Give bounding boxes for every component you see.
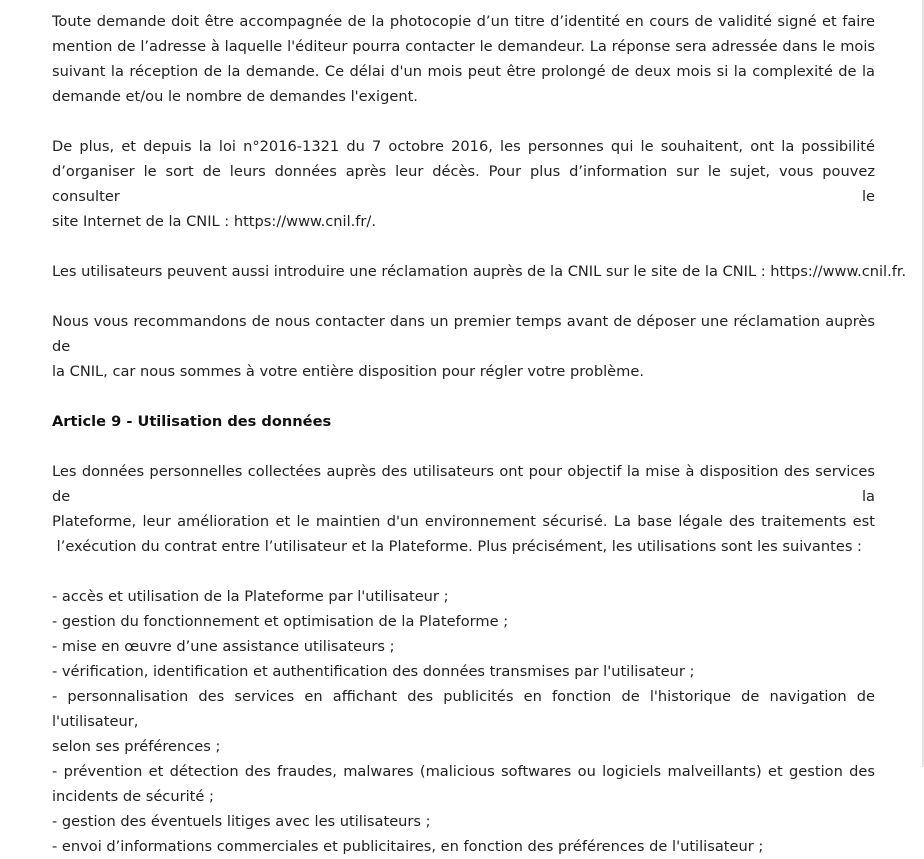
- paragraph-contact-first: [52, 309, 875, 384]
- list-item-line: - gestion des éventuels litiges avec les utilisateurs ;: [52, 813, 431, 830]
- list-item: [52, 659, 875, 684]
- list-item-line: - mise en œuvre d’une assistance utilisateurs ;: [52, 638, 395, 655]
- paragraph-line: l’exécution du contrat entre l’utilisateur et la Plateforme. Plus précisément, les utilisations sont les suivantes :: [52, 538, 862, 555]
- paragraph-line: d’organiser le sort de leurs données après leur décès. Pour plus d’information sur le sujet, vous pouvez consulter le: [52, 163, 875, 205]
- list-item: [52, 684, 875, 759]
- paragraph-post-mortem-data: [52, 134, 875, 234]
- paragraph-line: suivant la réception de la demande. Ce délai d'un mois peut être prolongé de deux mois si la complexité de la: [52, 63, 875, 80]
- list-item-line: - prévention et détection des fraudes, malwares (malicious softwares ou logiciels malveillants) et gestion des: [52, 763, 875, 780]
- list-item-line: - personnalisation des services en affichant des publicités en fonction de l'historique de navigation de l'utilisateur,: [52, 688, 875, 730]
- paragraph-line: Plateforme, leur amélioration et le maintien d'un environnement sécurisé. La base légale des traitements est: [52, 513, 875, 530]
- paragraph-data-usage-intro: [52, 459, 875, 559]
- list-item-line: - vérification, identification et authentification des données transmises par l'utilisateur ;: [52, 663, 695, 680]
- paragraph-line: site Internet de la CNIL : https://www.cnil.fr/.: [52, 213, 376, 230]
- list-item-line: - envoi d’informations commerciales et publicitaires, en fonction des préférences de l'utilisateur ;: [52, 838, 764, 855]
- paragraph-line: mention de l’adresse à laquelle l'éditeur pourra contacter le demandeur. La réponse sera adressée dans le mois: [52, 38, 875, 55]
- paragraph-line: Toute demande doit être accompagnée de la photocopie d’un titre d’identité en cours de validité signé et faire: [52, 13, 875, 30]
- paragraph-line: Les données personnelles collectées auprès des utilisateurs ont pour objectif la mise à disposition des services de la: [52, 463, 875, 505]
- paragraph-line: la CNIL, car nous sommes à votre entière disposition pour régler votre problème.: [52, 363, 644, 380]
- list-item-line: - accès et utilisation de la Plateforme par l'utilisateur ;: [52, 588, 449, 605]
- paragraph-cnil-complaint: [52, 259, 907, 284]
- document-content: [52, 9, 907, 859]
- article-9-heading: Article 9 - Utilisation des données: [52, 413, 332, 430]
- list-item: [52, 634, 875, 659]
- data-usage-list: [52, 584, 875, 859]
- list-item: [52, 809, 875, 834]
- paragraph-identity-request: [52, 9, 875, 109]
- paragraph-line: Les utilisateurs peuvent aussi introduire une réclamation auprès de la CNIL sur le site de la CNIL : https://www.cnil.fr.: [52, 263, 907, 280]
- paragraph-line: De plus, et depuis la loi n°2016-1321 du 7 octobre 2016, les personnes qui le souhaitent, ont la possibilité: [52, 138, 875, 155]
- list-item: [52, 609, 875, 634]
- list-item: [52, 834, 875, 859]
- list-item-line: incidents de sécurité ;: [52, 788, 214, 805]
- list-item-line: - gestion du fonctionnement et optimisation de la Plateforme ;: [52, 613, 509, 630]
- paragraph-line: demande et/ou le nombre de demandes l'exigent.: [52, 88, 418, 105]
- paragraph-line: Nous vous recommandons de nous contacter dans un premier temps avant de déposer une réclamation auprès de: [52, 313, 875, 355]
- list-item-line: selon ses préférences ;: [52, 738, 221, 755]
- list-item: [52, 584, 875, 609]
